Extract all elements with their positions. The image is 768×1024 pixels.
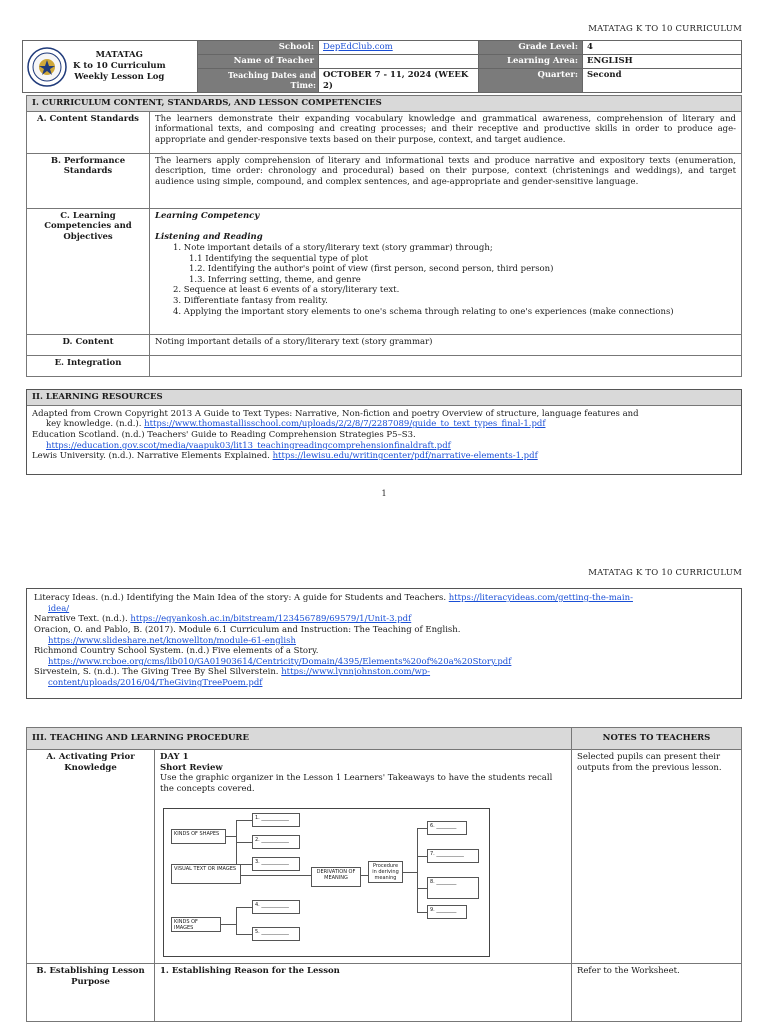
diagram-connector [236,820,252,821]
competency-subitem: 1.3. Inferring setting, theme, and genre [189,274,361,285]
diagram-connector [417,828,418,912]
grade-value: 4 [583,41,742,55]
reference-link[interactable]: idea/ [48,603,70,614]
area-value: ENGLISH [583,55,742,69]
diagram-box-kinds-of-shapes: KINDS OF SHAPES [171,829,226,844]
diagram-connector [236,842,252,843]
school-label: School: [198,41,319,55]
header-table [22,40,742,93]
diagram-connector [417,856,427,857]
reference-text: Sirvestein, S. (n.d.). The Giving Tree By Shel Silverstein. [34,667,279,678]
diagram-connector [236,864,252,865]
competency-subitem: 1.2. Identifying the author's point of view (first person, second person, third person) [189,264,554,275]
learning-resources-box [26,389,742,475]
diagram-connector [221,924,236,925]
dates-label: Teaching Dates and Time: [198,69,319,93]
performance-standards-text: The learners apply comprehension of literary and informational texts and produce narrative and expository texts (enumeration, description, time order: chronology and procedural) based on their purpose, context (christenings and weddings), and target audience using simple, compound, and complex sentences, and age-appropriate and gender-sensitive language. [150,153,742,208]
page2-references-box [26,588,742,699]
diagram-connector [236,934,252,935]
page-number: 1 [381,489,387,498]
day-label: DAY 1 [160,752,189,762]
diagram-connector [417,888,427,889]
activating-note: Selected pupils can present their outputs from the previous lesson. [572,750,742,964]
curriculum-tag: MATATAG K TO 10 CURRICULUM [588,568,742,578]
title-line1: MATATAG [95,50,143,61]
diagram-blank: 8. ________ [427,877,479,899]
establishing-note: Refer to the Worksheet. [572,964,742,1022]
reference-text: Lewis University. (n.d.). Narrative Elements Explained. [32,451,270,462]
reference-text: Narrative Text. (n.d.). [34,614,128,625]
teacher-value [319,55,479,69]
competency-subheading: Listening and Reading [155,232,263,243]
diagram-box-kinds-of-images: KINDS OF IMAGES [171,917,221,932]
deped-seal-icon [27,47,67,87]
quarter-label: Quarter: [479,69,583,93]
activating-prior-knowledge-label: A. Activating Prior Knowledge [27,750,155,964]
diagram-blank: 7. ___________ [427,849,479,863]
diagram-connector [236,907,252,908]
diagram-blank: 1. ___________ [252,813,300,827]
diagram-connector [236,907,237,935]
diagram-box-procedure: Procedure in deriving meaning [368,861,403,883]
diagram-connector [403,872,417,873]
dates-value: OCTOBER 7 - 11, 2024 (WEEK 2) [319,69,479,93]
diagram-blank: 9. ________ [427,905,467,919]
diagram-box-derivation: DERIVATION OF MEANING [311,867,361,887]
reference-text: Education Scotland. (n.d.) Teachers' Guide to Reading Comprehension Strategies P5–S3. [32,429,416,440]
content-standards-text: The learners demonstrate their expanding vocabulary knowledge and grammatical awareness, comprehension of literary and informational texts, and composing and creating processes; and their receptive and productive skills in order to produce age-appropriate and gender-responsive texts based on their purpose, context, and target audience. [150,111,742,153]
diagram-box-visual-text: VISUAL TEXT OR IMAGES [171,864,241,884]
reference-link[interactable]: https://www.lynnjohnston.com/wp- [281,667,431,678]
establishing-purpose-label: B. Establishing Lesson Purpose [27,964,155,1022]
reference-text: Adapted from Crown Copyright 2013 A Guide to Text Types: Narrative, Non-fiction and poetry Overview of structure, language features and [32,408,639,419]
quarter-value: Second [583,69,742,93]
diagram-connector [417,828,427,829]
diagram-connector [226,836,236,837]
diagram-blank: 3. ___________ [252,857,300,871]
activating-text: Use the graphic organizer in the Lesson 1 Learners' Takeaways to have the students recall the concepts covered. [160,773,553,794]
title-line2: K to 10 Curriculum [73,61,166,72]
integration-label: E. Integration [27,355,150,376]
competency-item: 3. Differentiate fantasy from reality. [173,296,328,306]
reference-text: Literacy Ideas. (n.d.) Identifying the Main Idea of the story: A guide for Students and Teachers. [34,593,447,603]
short-review-title: Short Review [160,762,223,773]
reference-text: key knowledge. (n.d.). [46,419,142,430]
reference-text: Richmond Country School System. (n.d.) Five elements of a Story. [34,646,319,657]
notes-heading: NOTES TO TEACHERS [572,728,742,750]
title-line3: Weekly Lesson Log [74,72,165,83]
section2-heading: II. LEARNING RESOURCES [27,390,741,406]
competency-subitem: 1.1 Identifying the sequential type of plot [189,253,369,264]
curriculum-section-table [26,95,742,377]
graphic-organizer [163,808,490,957]
area-label: Learning Area: [479,55,583,69]
reference-link[interactable]: https://lewisu.edu/writingcenter/pdf/narrative-elements-1.pdf [272,451,538,462]
reference-link[interactable]: https://www.slideshare.net/knowellton/module-61-english [48,635,296,646]
diagram-blank: 5. ___________ [252,927,300,941]
reference-link[interactable]: https://www.rcboe.org/cms/lib010/GA01903614/Centricity/Domain/4395/Elements%20of%20a%20Story.pdf [48,656,512,667]
section3-heading: III. TEACHING AND LEARNING PROCEDURE [27,728,572,750]
reference-link[interactable]: https://egyankosh.ac.in/bitstream/123456789/69579/1/Unit-3.pdf [130,614,412,625]
integration-text [150,355,742,376]
reference-link[interactable]: content/uploads/2016/04/TheGivingTreePoem.pdf [48,678,263,688]
competencies-cell [150,208,742,334]
diagram-blank: 6. ________ [427,821,467,835]
diagram-connector [361,875,368,876]
school-link[interactable]: DepEdClub.com [323,42,393,52]
diagram-connector [417,912,427,913]
competency-item: 4. Applying the important story elements to one's schema through relating to one's experiences (make connections) [173,306,674,317]
establishing-reason-text: 1. Establishing Reason for the Lesson [155,964,572,1022]
grade-label: Grade Level: [479,41,583,55]
competencies-label: C. Learning Competencies and Objectives [27,208,150,334]
curriculum-tag: MATATAG K TO 10 CURRICULUM [588,24,742,34]
competency-item: 1. Note important details of a story/literary text (story grammar) through; [173,242,493,253]
header-title-cell [23,41,198,93]
reference-text: Oracion, O. and Pablo, B. (2017). Module 6.1 Curriculum and Instruction: The Teaching of English. [34,624,461,635]
performance-standards-label: B. Performance Standards [27,153,150,208]
section1-heading: I. CURRICULUM CONTENT, STANDARDS, AND LESSON COMPETENCIES [27,96,742,112]
reference-link[interactable]: https://education.gov.scot/media/vaapuk03/lit13_teachingreadingcomprehensionfinaldraft.pdf [46,440,451,451]
competency-item: 2. Sequence at least 6 events of a story/literary text. [173,285,400,296]
reference-link[interactable]: https://literacyideas.com/getting-the-main- [448,593,633,603]
diagram-blank: 2. ___________ [252,835,300,849]
diagram-blank: 4. ___________ [252,900,300,914]
content-standards-label: A. Content Standards [27,111,150,153]
teacher-label: Name of Teacher [198,55,319,69]
content-label: D. Content [27,334,150,355]
content-text: Noting important details of a story/literary text (story grammar) [150,334,742,355]
competency-heading: Learning Competency [155,210,260,221]
diagram-connector [241,875,311,876]
reference-link[interactable]: https://www.thomastallisschool.com/uploads/2/2/8/7/2287089/guide_to_text_types_final-1.pdf [144,419,546,430]
